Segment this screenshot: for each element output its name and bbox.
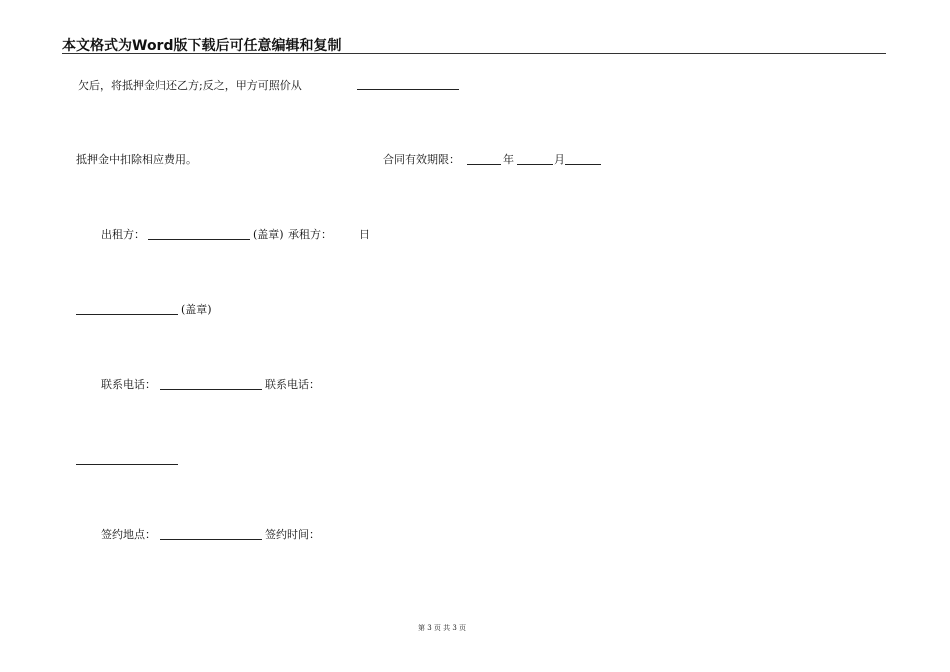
blank-sign-place bbox=[160, 539, 262, 540]
blank-phone-lessee bbox=[76, 464, 178, 465]
blank-day bbox=[565, 164, 601, 165]
month-label: 月 bbox=[554, 153, 565, 166]
blank-line-1 bbox=[357, 89, 459, 90]
contract-period-label: 合同有效期限： bbox=[383, 153, 460, 166]
page-number-footer: 第 3 页 共 3 页 bbox=[417, 624, 467, 632]
seal-label-2: (盖章) bbox=[181, 303, 212, 316]
blank-year bbox=[467, 164, 501, 165]
blank-month bbox=[517, 164, 553, 165]
text-line-1: 欠后，将抵押金归还乙方;反之，甲方可照价从 bbox=[78, 79, 302, 92]
text-line-2: 抵押金中扣除相应费用。 bbox=[76, 153, 197, 166]
sign-place-label: 签约地点： bbox=[101, 528, 156, 541]
day-label: 日 bbox=[359, 228, 370, 241]
lessor-label: 出租方： bbox=[101, 228, 145, 241]
blank-lessee bbox=[76, 314, 178, 315]
header-title: 本文格式为Word版下载后可任意编辑和复制 bbox=[62, 38, 342, 54]
blank-lessor bbox=[148, 239, 250, 240]
blank-phone-lessor bbox=[160, 389, 262, 390]
header-divider bbox=[62, 53, 886, 54]
sign-time-label: 签约时间： bbox=[265, 528, 320, 541]
phone-label-lessor: 联系电话： bbox=[101, 378, 156, 391]
seal-label-1: (盖章) bbox=[253, 228, 284, 241]
phone-label-lessee: 联系电话： bbox=[265, 378, 320, 391]
year-label: 年 bbox=[503, 153, 514, 166]
lessee-label: 承租方： bbox=[288, 228, 332, 241]
